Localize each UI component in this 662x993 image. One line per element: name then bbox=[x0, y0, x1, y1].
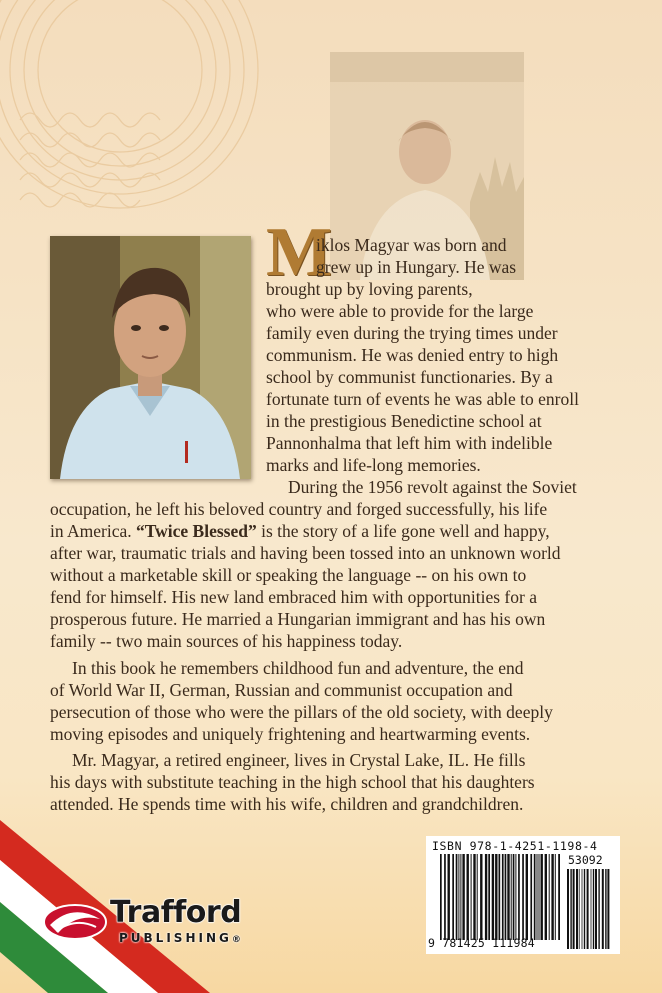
isbn-barcode bbox=[426, 836, 620, 954]
bio-line: after war, traumatic trials and having been tossed into an unknown world bbox=[50, 543, 561, 563]
bio-line: in the prestigious Benedictine school at bbox=[266, 411, 542, 431]
publisher-name-text: Trafford bbox=[110, 895, 242, 930]
barcode-bars bbox=[440, 854, 560, 940]
bio-line: his days with substitute teaching in the high school that his daughters bbox=[50, 772, 535, 792]
bio-line: who were able to provide for the large bbox=[266, 301, 534, 321]
bio-line: school by communist functionaries. By a bbox=[266, 367, 553, 387]
addon-barcode-bars bbox=[567, 869, 615, 949]
isbn-digits: 9 781425 111984 bbox=[428, 936, 535, 950]
price-code: 53092 bbox=[568, 853, 603, 867]
bio-line: fortunate turn of events he was able to enroll bbox=[266, 389, 579, 409]
bio-line: Mr. Magyar, a retired engineer, lives in Crystal Lake, IL. He fills bbox=[72, 750, 526, 770]
publisher-logo bbox=[42, 895, 302, 955]
book-title: “Twice Blessed” bbox=[136, 521, 257, 541]
bio-line: family -- two main sources of his happiness today. bbox=[50, 631, 403, 651]
trafford-swoosh-icon bbox=[42, 901, 108, 943]
publisher-sub bbox=[119, 931, 241, 945]
publisher-sub-text: PUBLISHING bbox=[119, 931, 232, 945]
bio-line: grew up in Hungary. He was bbox=[316, 257, 517, 277]
registered-mark: ® bbox=[231, 935, 241, 945]
bio-text-segment: in America. bbox=[50, 521, 137, 541]
bio-text-segment: is the story of a life gone well and happy, bbox=[256, 521, 550, 541]
bio-line: marks and life-long memories. bbox=[266, 455, 481, 475]
bio-line: family even during the trying times under bbox=[266, 323, 558, 343]
bio-line bbox=[50, 520, 550, 542]
bio-line: without a marketable skill or speaking the language -- on his own to bbox=[50, 565, 527, 585]
bio-line: occupation, he left his beloved country and forged successfully, his life bbox=[50, 499, 548, 519]
bio-line: attended. He spends time with his wife, children and grandchildren. bbox=[50, 794, 524, 814]
bio-line: prosperous future. He married a Hungarian immigrant and has his own bbox=[50, 609, 546, 629]
drop-cap: M bbox=[266, 214, 333, 291]
bio-line: moving episodes and uniquely frightening and heartwarming events. bbox=[50, 724, 531, 744]
bio-line: In this book he remembers childhood fun and adventure, the end bbox=[72, 658, 524, 678]
bio-line: brought up by loving parents, bbox=[266, 279, 473, 299]
publisher-name bbox=[110, 895, 241, 930]
bio-line: persecution of those who were the pillars of the old society, with deeply bbox=[50, 702, 553, 722]
bio-line: iklos Magyar was born and bbox=[316, 235, 507, 255]
isbn-label: ISBN 978-1-4251-1198-4 bbox=[432, 839, 598, 853]
bio-line: communism. He was denied entry to high bbox=[266, 345, 559, 365]
author-photo bbox=[50, 236, 251, 479]
bio-line: During the 1956 revolt against the Soviet bbox=[288, 477, 577, 497]
bio-line: fend for himself. His new land embraced him with opportunities for a bbox=[50, 587, 537, 607]
bio-line: of World War II, German, Russian and communist occupation and bbox=[50, 680, 513, 700]
bio-line: Pannonhalma that left him with indelible bbox=[266, 433, 553, 453]
